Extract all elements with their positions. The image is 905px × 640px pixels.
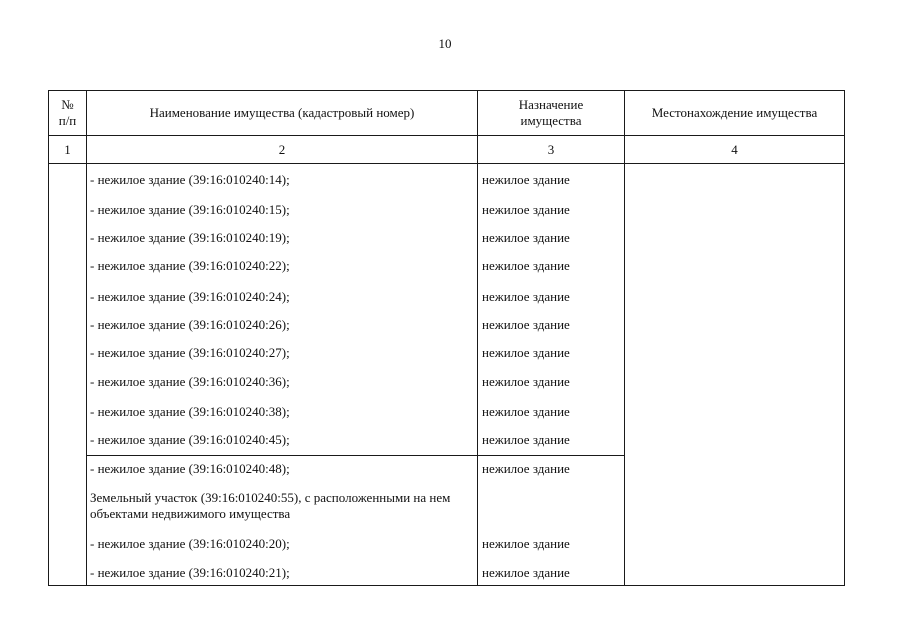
- column-divider-1: [86, 90, 87, 586]
- property-name-cell: - нежилое здание (39:16:010240:15);: [90, 202, 290, 217]
- property-purpose-cell: нежилое здание: [482, 432, 570, 447]
- header-location: Местонахождение имущества: [651, 105, 818, 120]
- land-plot-cell: Земельный участок (39:16:010240:55), с расположенными на нем объектами недвижимого имущества: [90, 490, 451, 521]
- property-name-cell: - нежилое здание (39:16:010240:19);: [90, 230, 290, 245]
- header-number: [49, 97, 86, 129]
- table-border-top: [48, 90, 845, 91]
- property-name-cell: - нежилое здание (39:16:010240:24);: [90, 289, 290, 304]
- column-number-3: 3: [547, 142, 555, 157]
- header-property-name: Наименование имущества (кадастровый номер): [149, 105, 415, 120]
- property-name-cell: - нежилое здание (39:16:010240:48);: [90, 461, 290, 476]
- property-name-cell: - нежилое здание (39:16:010240:22);: [90, 258, 290, 273]
- property-purpose-cell: нежилое здание: [482, 172, 570, 187]
- property-name-cell: - нежилое здание (39:16:010240:20);: [90, 536, 290, 551]
- header-divider: [48, 135, 845, 136]
- property-purpose-cell: нежилое здание: [482, 565, 570, 580]
- page-number: 10: [438, 36, 452, 51]
- property-name-cell: - нежилое здание (39:16:010240:26);: [90, 317, 290, 332]
- column-number-2: 2: [278, 142, 286, 157]
- header-number-line2: п/п: [58, 113, 77, 128]
- property-purpose-cell: нежилое здание: [482, 345, 570, 360]
- property-name-cell: - нежилое здание (39:16:010240:45);: [90, 432, 290, 447]
- property-purpose-cell: нежилое здание: [482, 404, 570, 419]
- table-border-left: [48, 90, 49, 586]
- property-purpose-cell: нежилое здание: [482, 202, 570, 217]
- property-name-cell: - нежилое здание (39:16:010240:36);: [90, 374, 290, 389]
- header-purpose-line2: имущества: [520, 113, 582, 128]
- property-purpose-cell: нежилое здание: [482, 317, 570, 332]
- property-purpose-cell: нежилое здание: [482, 230, 570, 245]
- header-purpose: [478, 97, 624, 129]
- column-numbers-divider: [48, 163, 845, 164]
- header-number-line1: №: [61, 97, 74, 112]
- property-purpose-cell: нежилое здание: [482, 258, 570, 273]
- column-number-1: 1: [64, 142, 71, 157]
- property-name-cell: - нежилое здание (39:16:010240:14);: [90, 172, 290, 187]
- column-number-4: 4: [731, 142, 738, 157]
- property-purpose-cell: нежилое здание: [482, 374, 570, 389]
- property-name-cell: - нежилое здание (39:16:010240:38);: [90, 404, 290, 419]
- property-name-cell: - нежилое здание (39:16:010240:21);: [90, 565, 290, 580]
- property-purpose-cell: нежилое здание: [482, 461, 570, 476]
- property-name-cell: - нежилое здание (39:16:010240:27);: [90, 345, 290, 360]
- table-border-right: [844, 90, 845, 586]
- column-divider-3: [624, 90, 625, 586]
- table-border-bottom: [48, 585, 845, 586]
- property-purpose-cell: нежилое здание: [482, 536, 570, 551]
- property-purpose-cell: нежилое здание: [482, 289, 570, 304]
- header-purpose-line1: Назначение: [518, 97, 584, 112]
- group-divider: [87, 455, 625, 456]
- column-divider-2: [477, 90, 478, 586]
